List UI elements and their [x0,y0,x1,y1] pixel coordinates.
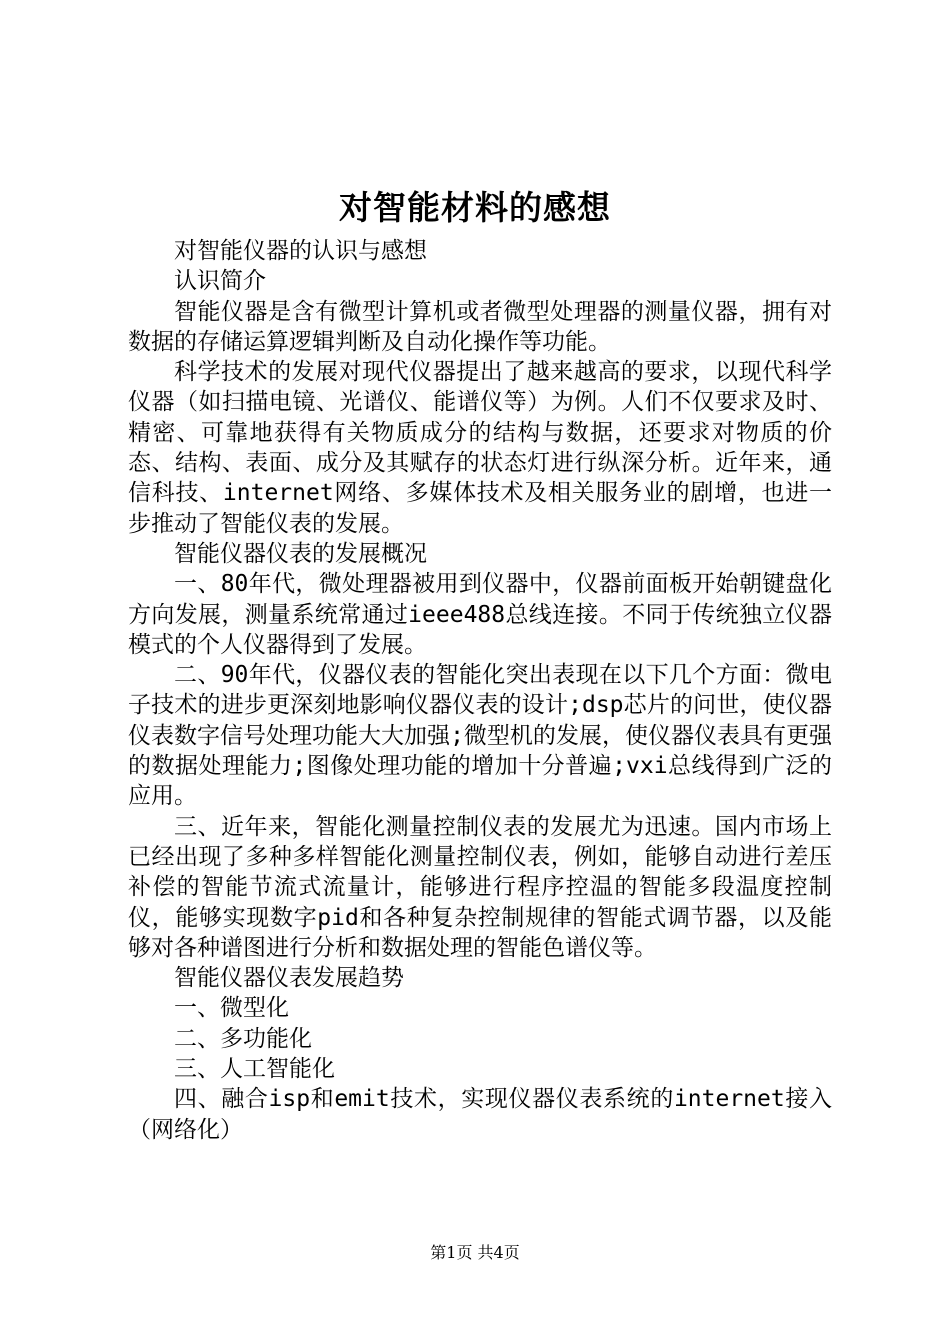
document-title: 对智能材料的感想 [339,188,611,227]
paragraph: 二、90年代，仪器仪表的智能化突出表现在以下几个方面：微电子技术的进步更深刻地影响仪器仪表的设计;dsp芯片的问世，使仪器仪表数字信号处理功能大大加强;微型机的发展，使仪器仪表具有更强的数据处理能力;图像处理功能的增加十分普遍;vxi总线得到广泛的应用。 [128,662,832,810]
paragraph: 智能仪器是含有微型计算机或者微型处理器的测量仪器，拥有对数据的存储运算逻辑判断及自动化操作等功能。 [128,298,832,355]
document-body [128,236,832,1145]
page-footer: 第1页 共4页 [430,1243,520,1262]
list-item: 四、融合isp和emit技术，实现仪器仪表系统的internet接入（网络化） [128,1086,832,1143]
section-heading-intro: 认识简介 [174,268,266,295]
paragraph: 一、80年代，微处理器被用到仪器中，仪器前面板开始朝键盘化方向发展，测量系统常通过ieee488总线连接。不同于传统独立仪器模式的个人仪器得到了发展。 [128,571,832,658]
list-item: 二、多功能化 [174,1025,312,1052]
section-heading-development: 智能仪器仪表的发展概况 [174,540,427,567]
paragraph: 三、近年来，智能化测量控制仪表的发展尤为迅速。国内市场上已经出现了多种多样智能化测量控制仪表，例如，能够自动进行差压补偿的智能节流式流量计，能够进行程序控温的智能多段温度控制仪，能够实现数字pid和各种复杂控制规律的智能式调节器，以及能够对各种谱图进行分析和数据处理的智能色谱仪等。 [128,813,832,961]
paragraph: 科学技术的发展对现代仪器提出了越来越高的要求，以现代科学仪器（如扫描电镜、光谱仪、能谱仪等）为例。人们不仅要求及时、精密、可靠地获得有关物质成分的结构与数据，还要求对物质的价态、结构、表面、成分及其赋存的状态灯进行纵深分析。近年来，通信科技、internet网络、多媒体技术及相关服务业的剧增，也进一步推动了智能仪表的发展。 [128,359,832,537]
list-item: 三、人工智能化 [174,1056,335,1083]
section-heading-trends: 智能仪器仪表发展趋势 [174,965,404,992]
paragraph-subtitle: 对智能仪器的认识与感想 [174,238,427,264]
list-item: 一、微型化 [174,995,289,1022]
